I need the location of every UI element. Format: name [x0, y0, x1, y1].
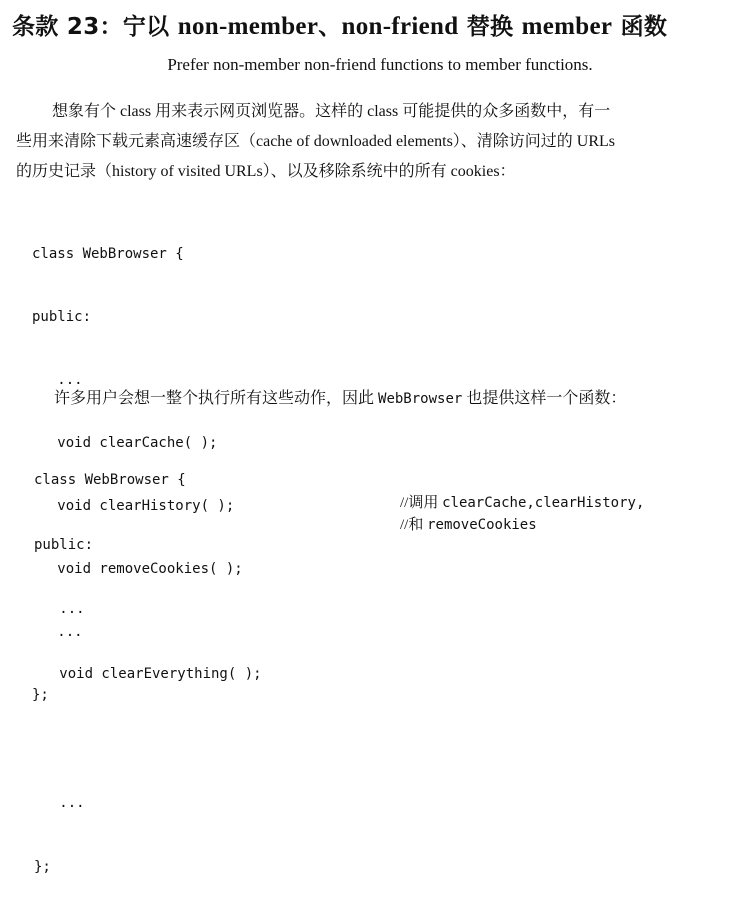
code-line: void clearCache( ); — [32, 435, 218, 451]
item-subtitle: Prefer non-member non-friend functions to member functions. — [167, 55, 593, 74]
code-line: }; — [34, 859, 51, 875]
code-line: class WebBrowser { — [34, 472, 186, 488]
paragraph-2 — [54, 385, 626, 408]
heading-mid: 替换 — [458, 14, 522, 40]
heading-prefix: 条款 23：宁以 — [12, 14, 178, 40]
code-line: ... — [34, 601, 85, 617]
heading-term-member: member — [521, 13, 613, 40]
code-line: }; — [32, 687, 49, 703]
code-line: void removeCookies( ); — [32, 561, 243, 577]
paragraph-2-after: 也提供这样一个函数： — [462, 390, 627, 407]
heading-separator: 、 — [318, 14, 342, 40]
code-line: ... — [32, 624, 83, 640]
code-line: ... — [34, 794, 85, 811]
comment-1-prefix: //调用 — [400, 495, 443, 511]
code-line: class WebBrowser { — [32, 246, 184, 262]
comment-2-prefix: //和 — [400, 517, 428, 533]
paragraph-1 — [16, 97, 726, 187]
code-comment-2 — [400, 513, 537, 534]
code-line: public: — [32, 309, 92, 325]
heading-term-non-friend: non-friend — [341, 13, 459, 40]
item-heading — [12, 8, 667, 41]
code-line: public: — [34, 536, 94, 553]
paragraph-2-class-name: WebBrowser — [378, 391, 463, 407]
code-comment-1 — [400, 491, 644, 512]
code-line: void clearEverything( ); — [34, 665, 262, 682]
comment-2-code: removeCookies — [427, 517, 537, 533]
paragraph-1-line-2: 些用来清除下载元素高速缓存区（cache of downloaded elements）、清除访问过的 URLs — [16, 133, 616, 150]
comment-1-code: clearCache,clearHistory, — [442, 495, 645, 511]
heading-term-non-member: non-member — [177, 13, 319, 40]
code-line: void clearHistory( ); — [32, 498, 235, 514]
heading-suffix: 函数 — [612, 14, 668, 40]
paragraph-1-line-3: 的历史记录（history of visited URLs）、以及移除系统中的所有 cookies： — [16, 163, 516, 180]
paragraph-1-line-1: 想象有个 class 用来表示网页浏览器。这样的 class 可能提供的众多函数中，有一 — [52, 103, 611, 120]
code-line: ... — [32, 372, 83, 388]
paragraph-2-before: 许多用户会想一整个执行所有这些动作，因此 — [54, 390, 379, 407]
code-block-2 — [34, 427, 262, 922]
code-line — [34, 728, 262, 750]
